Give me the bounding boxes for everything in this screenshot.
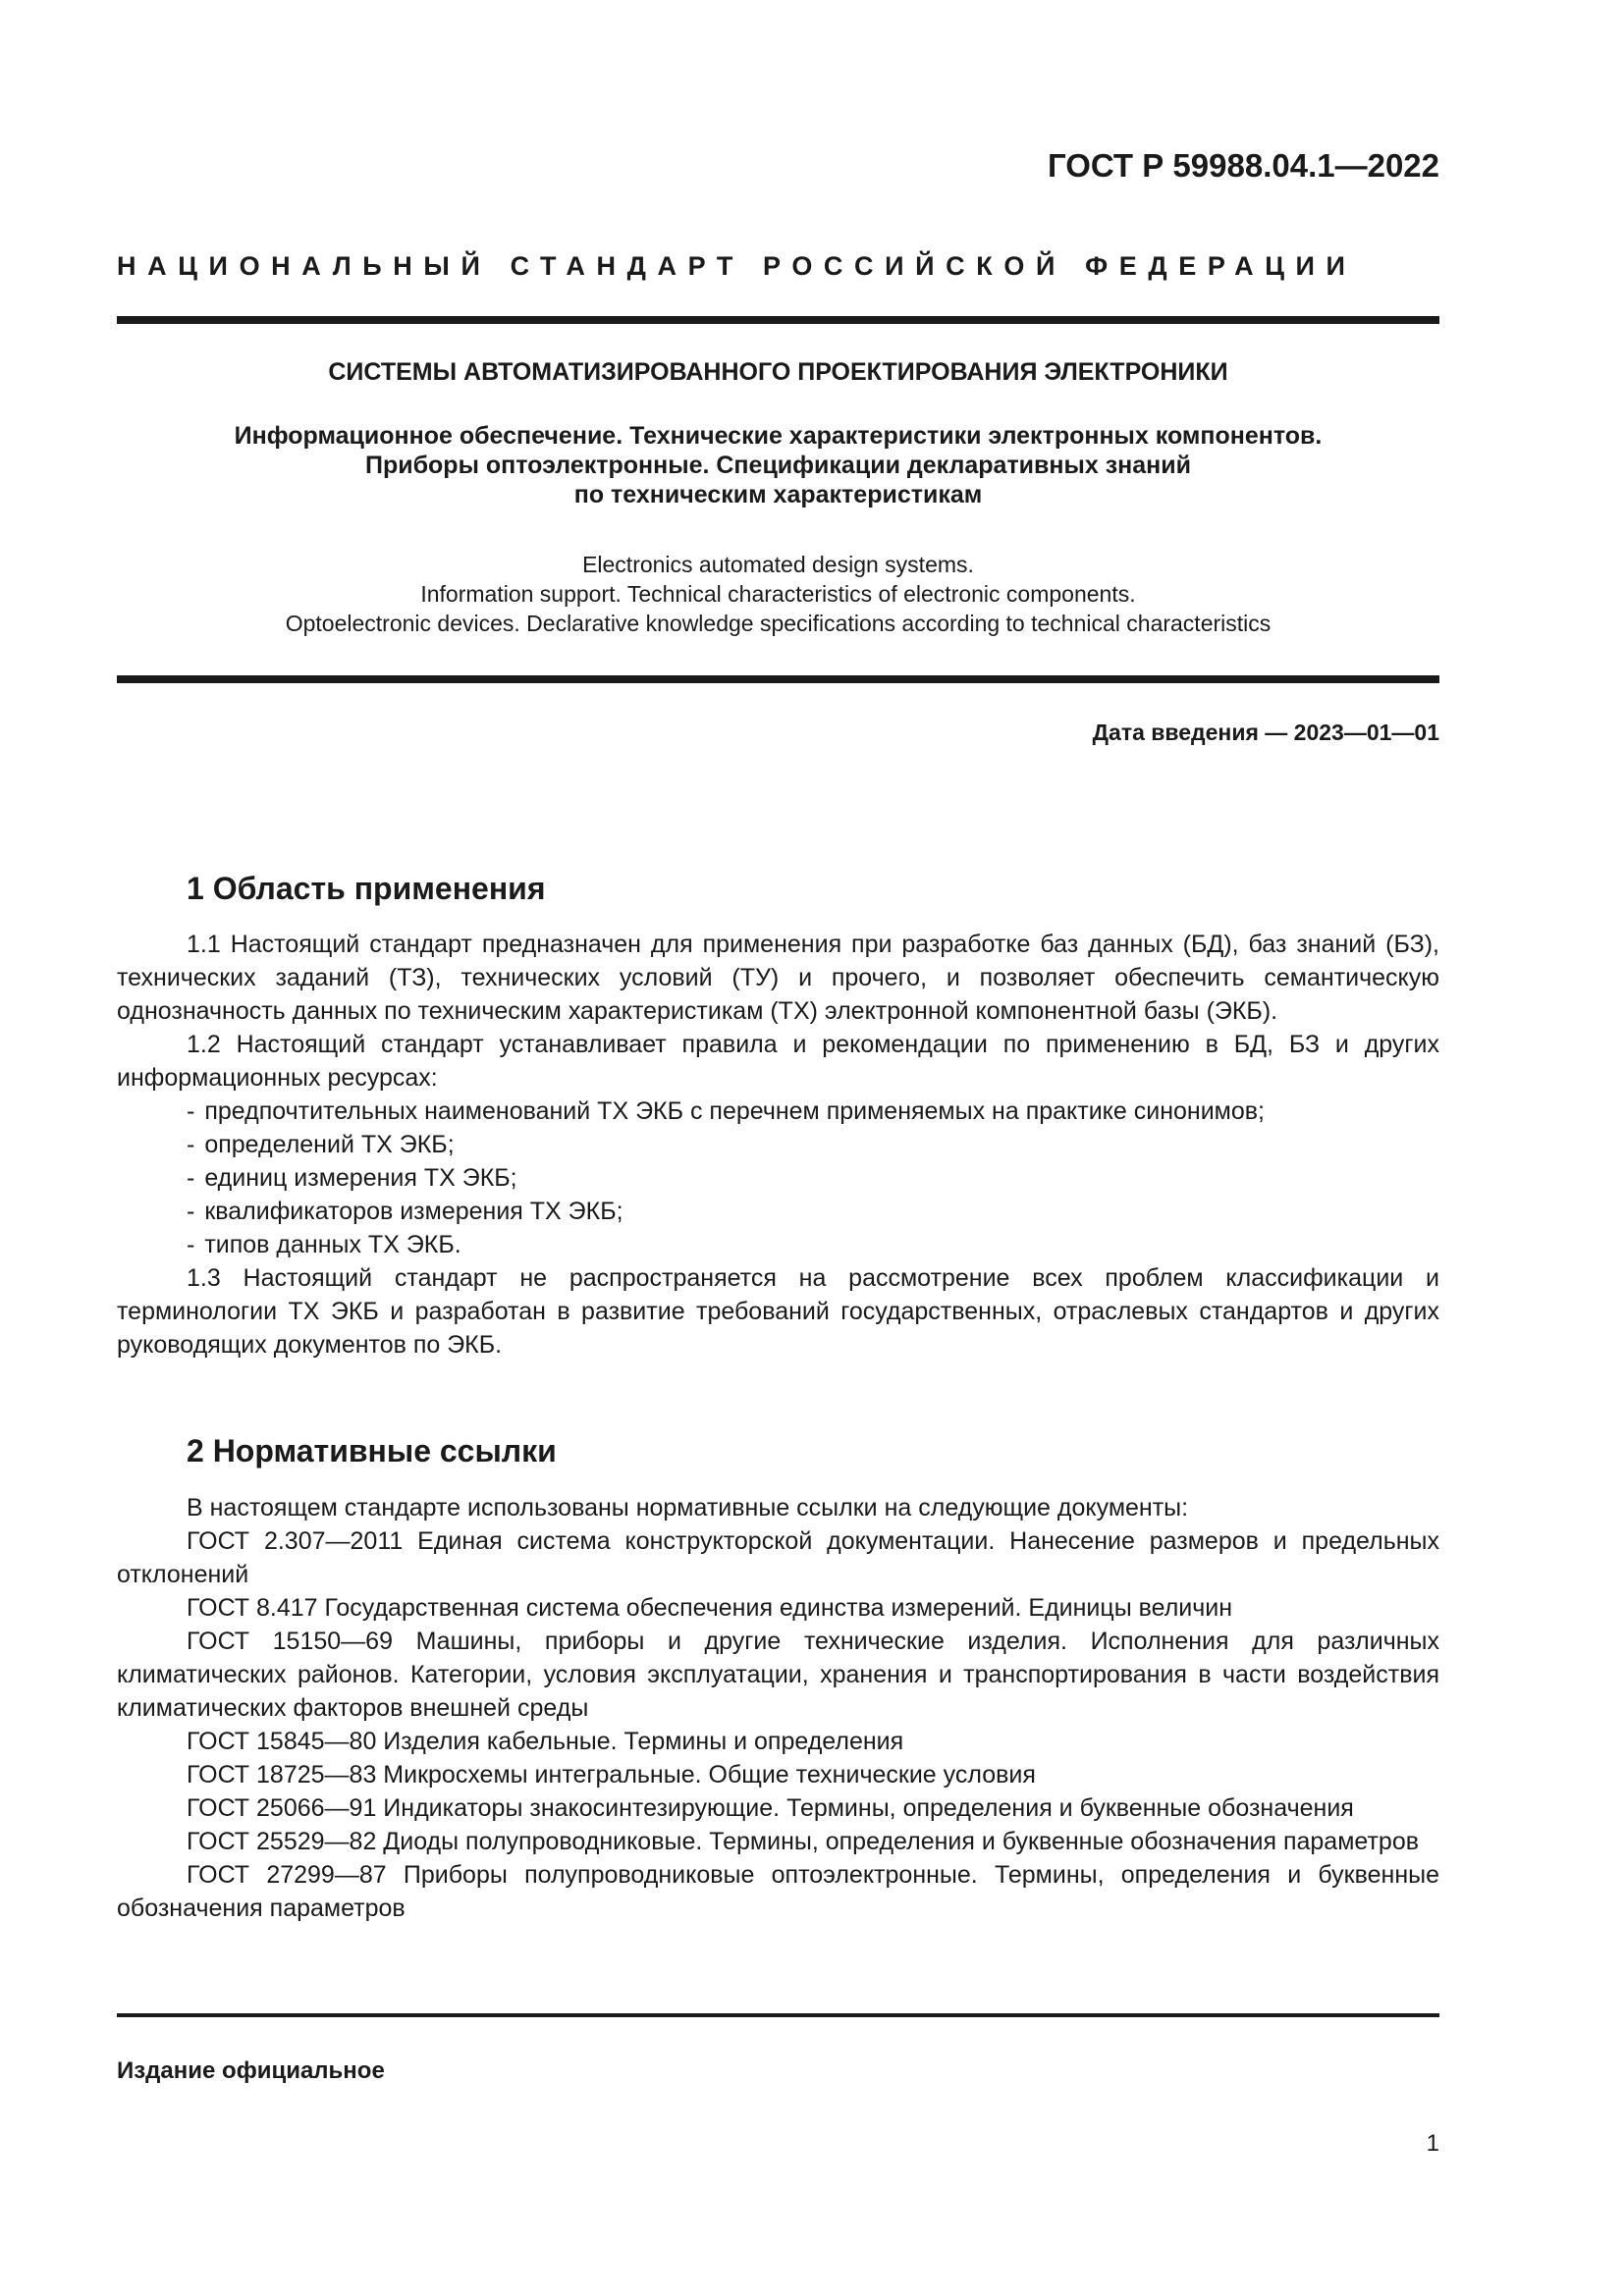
list-dash: -	[187, 1097, 195, 1125]
list-dash: -	[187, 1231, 195, 1258]
list-dash: -	[187, 1131, 195, 1158]
section-2-body	[117, 1491, 1439, 1925]
edition-label: Издание официальное	[117, 2057, 385, 2084]
list-item-text: предпочтительных наименований ТХ ЭКБ с перечнем применяемых на практике синонимов;	[204, 1097, 1266, 1125]
list-dash: -	[187, 1164, 195, 1192]
document-page	[117, 0, 1439, 2296]
section-1-heading: 1 Область применения	[187, 871, 546, 906]
list-item-text: типов данных ТХ ЭКБ.	[204, 1231, 461, 1258]
list-item	[117, 1128, 1439, 1161]
list-dash: -	[187, 1198, 195, 1225]
header-rule	[117, 316, 1439, 324]
title-rule	[117, 675, 1439, 683]
scope-list	[117, 1095, 1439, 1261]
paragraph-1-1: 1.1 Настоящий стандарт предназначен для применения при разработке баз данных (БД), баз знаний (БЗ), технических заданий (ТЗ), технических условий (ТУ) и прочего, и позволяет обеспечить семантическую однозначность данных по техническим характеристикам (ТХ) электронной компонентной базы (ЭКБ).	[117, 931, 1439, 1025]
reference-item: ГОСТ 18725—83 Микросхемы интегральные. Общие технические условия	[187, 1761, 1036, 1789]
section-2-heading: 2 Нормативные ссылки	[187, 1433, 557, 1468]
title-ru-main: СИСТЕМЫ АВТОМАТИЗИРОВАННОГО ПРОЕКТИРОВАНИЯ ЭЛЕКТРОНИКИ	[328, 358, 1228, 386]
list-item	[117, 1161, 1439, 1195]
reference-item: ГОСТ 25529—82 Диоды полупроводниковые. Термины, определения и буквенные обозначения параметров	[187, 1828, 1420, 1855]
list-item-text: определений ТХ ЭКБ;	[204, 1131, 455, 1158]
list-item-text: квалификаторов измерения ТХ ЭКБ;	[204, 1198, 623, 1225]
list-item-text: единиц измерения ТХ ЭКБ;	[204, 1164, 517, 1192]
paragraph-1-3: 1.3 Настоящий стандарт не распространяется на рассмотрение всех проблем классификации и терминологии ТХ ЭКБ и разработан в развитие требований государственных, отраслевых стандартов и других руководящих документов по ЭКБ.	[117, 1264, 1439, 1359]
reference-item: ГОСТ 15150—69 Машины, приборы и другие технические изделия. Исполнения для различных климатических районов. Категории, условия эксплуатации, хранения и транспортирования в части воздействия климатических факторов внешней среды	[117, 1628, 1439, 1722]
references-intro: В настоящем стандарте использованы нормативные ссылки на следующие документы:	[187, 1494, 1189, 1522]
reference-item: ГОСТ 15845—80 Изделия кабельные. Термины и определения	[187, 1728, 904, 1755]
reference-item: ГОСТ 2.307—2011 Единая система конструкторской документации. Нанесение размеров и предельных отклонений	[117, 1527, 1439, 1588]
title-en-line: Optoelectronic devices. Declarative knowledge specifications according to technical characteristics	[285, 611, 1272, 636]
list-item	[117, 1095, 1439, 1128]
title-en	[117, 550, 1439, 638]
intro-date: Дата введения — 2023—01—01	[1092, 720, 1439, 745]
title-ru-subtitle-line: Информационное обеспечение. Технические характеристики электронных компонентов.	[234, 422, 1323, 450]
paragraph-1-2: 1.2 Настоящий стандарт устанавливает правила и рекомендации по применению в БД, БЗ и других информационных ресурсах:	[117, 1031, 1439, 1092]
page-number: 1	[1426, 2130, 1439, 2157]
title-en-line: Information support. Technical characteristics of electronic components.	[420, 581, 1136, 607]
reference-item: ГОСТ 27299—87 Приборы полупроводниковые оптоэлектронные. Термины, определения и буквенные обозначения параметров	[117, 1861, 1439, 1922]
title-ru-subtitle-line: по техническим характеристикам	[573, 481, 983, 508]
list-item	[117, 1228, 1439, 1261]
reference-item: ГОСТ 8.417 Государственная система обеспечения единства измерений. Единицы величин	[187, 1594, 1233, 1622]
footer-rule	[117, 2013, 1439, 2017]
title-ru-subtitle	[117, 421, 1439, 509]
section-1-body	[117, 928, 1439, 1362]
document-id: ГОСТ Р 59988.04.1—2022	[1047, 147, 1439, 184]
title-en-line: Electronics automated design systems.	[582, 552, 974, 577]
national-standard-banner: НАЦИОНАЛЬНЫЙ СТАНДАРТ РОССИЙСКОЙ ФЕДЕРАЦИИ	[117, 251, 1357, 281]
list-item	[117, 1195, 1439, 1228]
title-ru-subtitle-line: Приборы оптоэлектронные. Спецификации декларативных знаний	[364, 452, 1191, 479]
reference-item: ГОСТ 25066—91 Индикаторы знакосинтезирующие. Термины, определения и буквенные обозначения	[187, 1794, 1354, 1822]
